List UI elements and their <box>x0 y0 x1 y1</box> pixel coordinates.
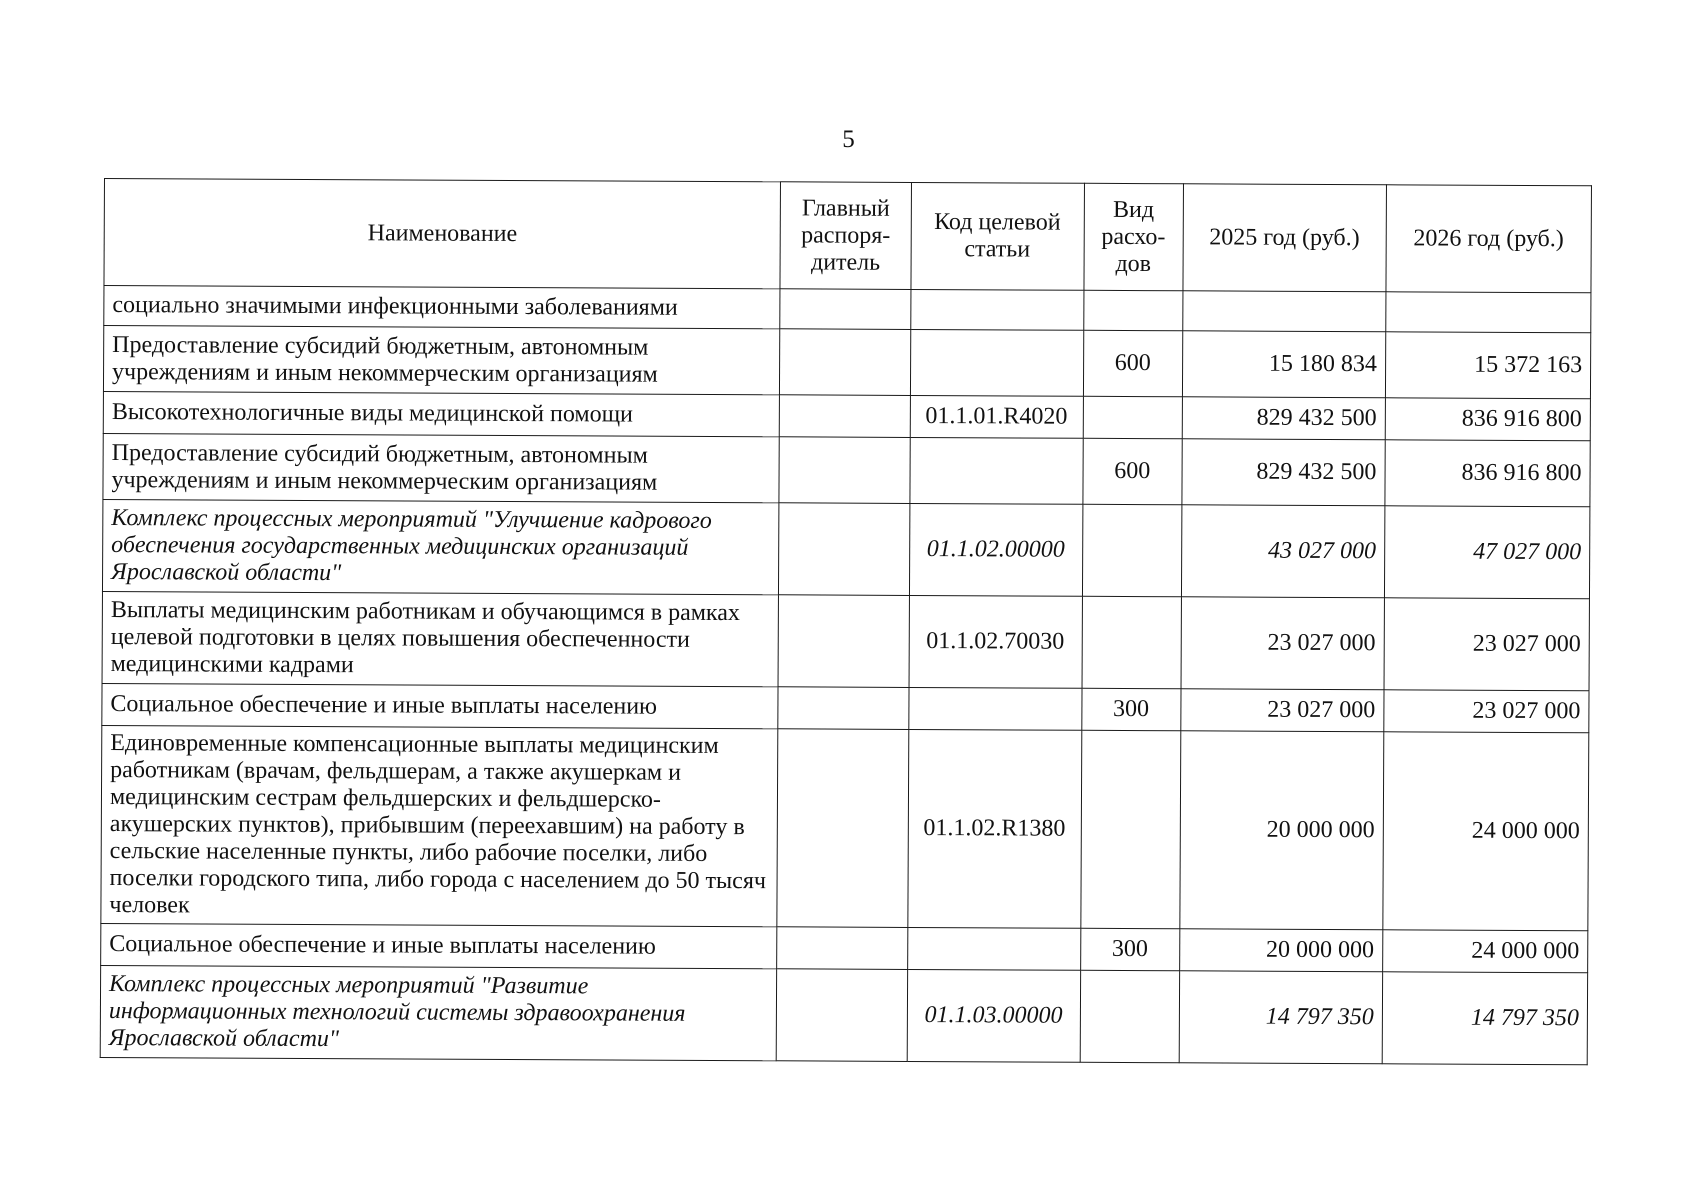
table-row <box>101 725 1589 930</box>
amount-2026-cell: 14 797 350 <box>1382 972 1588 1065</box>
type-cell <box>1083 290 1182 330</box>
amount-2026-cell: 23 027 000 <box>1384 598 1590 691</box>
amount-2025-cell: 23 027 000 <box>1181 597 1385 690</box>
name-cell: Социальное обеспечение и иные выплаты населению <box>101 923 778 968</box>
code-cell: 01.1.02.70030 <box>909 595 1083 688</box>
amount-2025-cell: 15 180 834 <box>1182 331 1385 398</box>
code-cell: 01.1.02.00000 <box>909 503 1083 596</box>
table-row <box>102 499 1589 598</box>
name-cell: Социальное обеспечение и иные выплаты населению <box>102 683 779 728</box>
amount-2026-cell: 24 000 000 <box>1383 732 1589 931</box>
table-row <box>102 591 1589 690</box>
manager-cell <box>779 437 909 504</box>
table-row <box>102 683 1589 732</box>
amount-2026-cell: 15 372 163 <box>1385 332 1590 399</box>
table-body <box>100 286 1591 1065</box>
amount-2025-cell: 23 027 000 <box>1181 689 1384 732</box>
manager-cell <box>777 969 908 1062</box>
manager-cell <box>778 595 909 688</box>
code-cell <box>908 687 1081 730</box>
header-2025: 2025 год (руб.) <box>1183 184 1387 292</box>
amount-2025-cell <box>1182 291 1385 332</box>
header-row <box>104 179 1592 293</box>
type-cell: 300 <box>1080 928 1179 970</box>
amount-2026-cell: 23 027 000 <box>1384 690 1589 733</box>
code-cell: 01.1.02.R1380 <box>907 729 1081 928</box>
amount-2025-cell: 829 432 500 <box>1182 397 1385 440</box>
name-cell: Комплекс процессных мероприятий "Развитие информационных технологий системы здравоохранения Ярославской области" <box>100 965 777 1060</box>
type-cell <box>1080 730 1180 928</box>
type-cell <box>1080 970 1180 1062</box>
amount-2026-cell: 836 916 800 <box>1385 398 1590 441</box>
code-cell: 01.1.03.00000 <box>907 969 1081 1062</box>
header-2026: 2026 год (руб.) <box>1386 185 1592 293</box>
amount-2026-cell <box>1386 292 1591 333</box>
amount-2026-cell: 47 027 000 <box>1384 506 1590 599</box>
type-cell <box>1082 596 1182 688</box>
amount-2025-cell: 43 027 000 <box>1181 505 1385 598</box>
manager-cell <box>780 395 910 438</box>
table-row <box>103 391 1590 440</box>
code-cell: 01.1.01.R4020 <box>910 395 1083 438</box>
name-cell: Единовременные компенсационные выплаты медицинским работникам (врачам, фельдшерам, а также акушеркам и медицинским сестрам фельдшерских и фельдшерско-акушерских пунктов), прибывшим (переехавшим) на работу в сельские населенные пункты, либо рабочие поселки, либо поселки городского типа, либо города с населением до 50 тысяч человек <box>101 725 778 926</box>
amount-2025-cell: 829 432 500 <box>1182 439 1385 506</box>
manager-cell <box>780 289 910 330</box>
name-cell: Комплекс процессных мероприятий "Улучшение кадрового обеспечения государственных медицинских организаций Ярославской области" <box>102 499 779 594</box>
header-type: Вид расхо-дов <box>1084 183 1184 290</box>
code-cell <box>910 289 1083 330</box>
name-cell: Предоставление субсидий бюджетным, автономным учреждениям и иным некоммерческим организациям <box>103 326 780 395</box>
name-cell: Предоставление субсидий бюджетным, автономным учреждениям и иным некоммерческим организациям <box>103 433 780 502</box>
manager-cell <box>777 729 908 928</box>
name-cell: Выплаты медицинским работникам и обучающимся в рамках целевой подготовки в целях повышения обеспеченности медицинскими кадрами <box>102 591 779 686</box>
header-name: Наименование <box>104 179 781 289</box>
manager-cell <box>777 927 907 970</box>
type-cell: 300 <box>1081 688 1180 730</box>
code-cell <box>909 437 1082 504</box>
type-cell: 600 <box>1083 330 1182 396</box>
amount-2025-cell: 14 797 350 <box>1179 971 1383 1064</box>
manager-cell <box>780 329 910 396</box>
table-row <box>101 923 1588 972</box>
name-cell: Высокотехнологичные виды медицинской помощи <box>103 391 780 436</box>
manager-cell <box>779 503 910 596</box>
amount-2025-cell: 20 000 000 <box>1179 929 1382 972</box>
type-cell <box>1082 504 1182 596</box>
header-manager: Главный распоря-дитель <box>780 182 911 290</box>
code-cell <box>910 329 1083 396</box>
type-cell: 600 <box>1083 438 1182 504</box>
table-row <box>103 433 1590 506</box>
type-cell <box>1083 396 1182 438</box>
page-number: 5 <box>842 126 855 153</box>
manager-cell <box>778 687 908 730</box>
amount-2026-cell: 24 000 000 <box>1382 930 1587 973</box>
amount-2025-cell: 20 000 000 <box>1180 731 1384 930</box>
budget-table <box>100 178 1592 1065</box>
code-cell <box>907 927 1080 970</box>
table-row <box>100 965 1587 1064</box>
header-code: Код целевой статьи <box>910 182 1084 290</box>
table-row <box>103 326 1590 399</box>
name-cell: социально значимыми инфекционными заболеваниями <box>104 286 781 329</box>
table-header <box>104 179 1592 293</box>
amount-2026-cell: 836 916 800 <box>1385 440 1590 507</box>
